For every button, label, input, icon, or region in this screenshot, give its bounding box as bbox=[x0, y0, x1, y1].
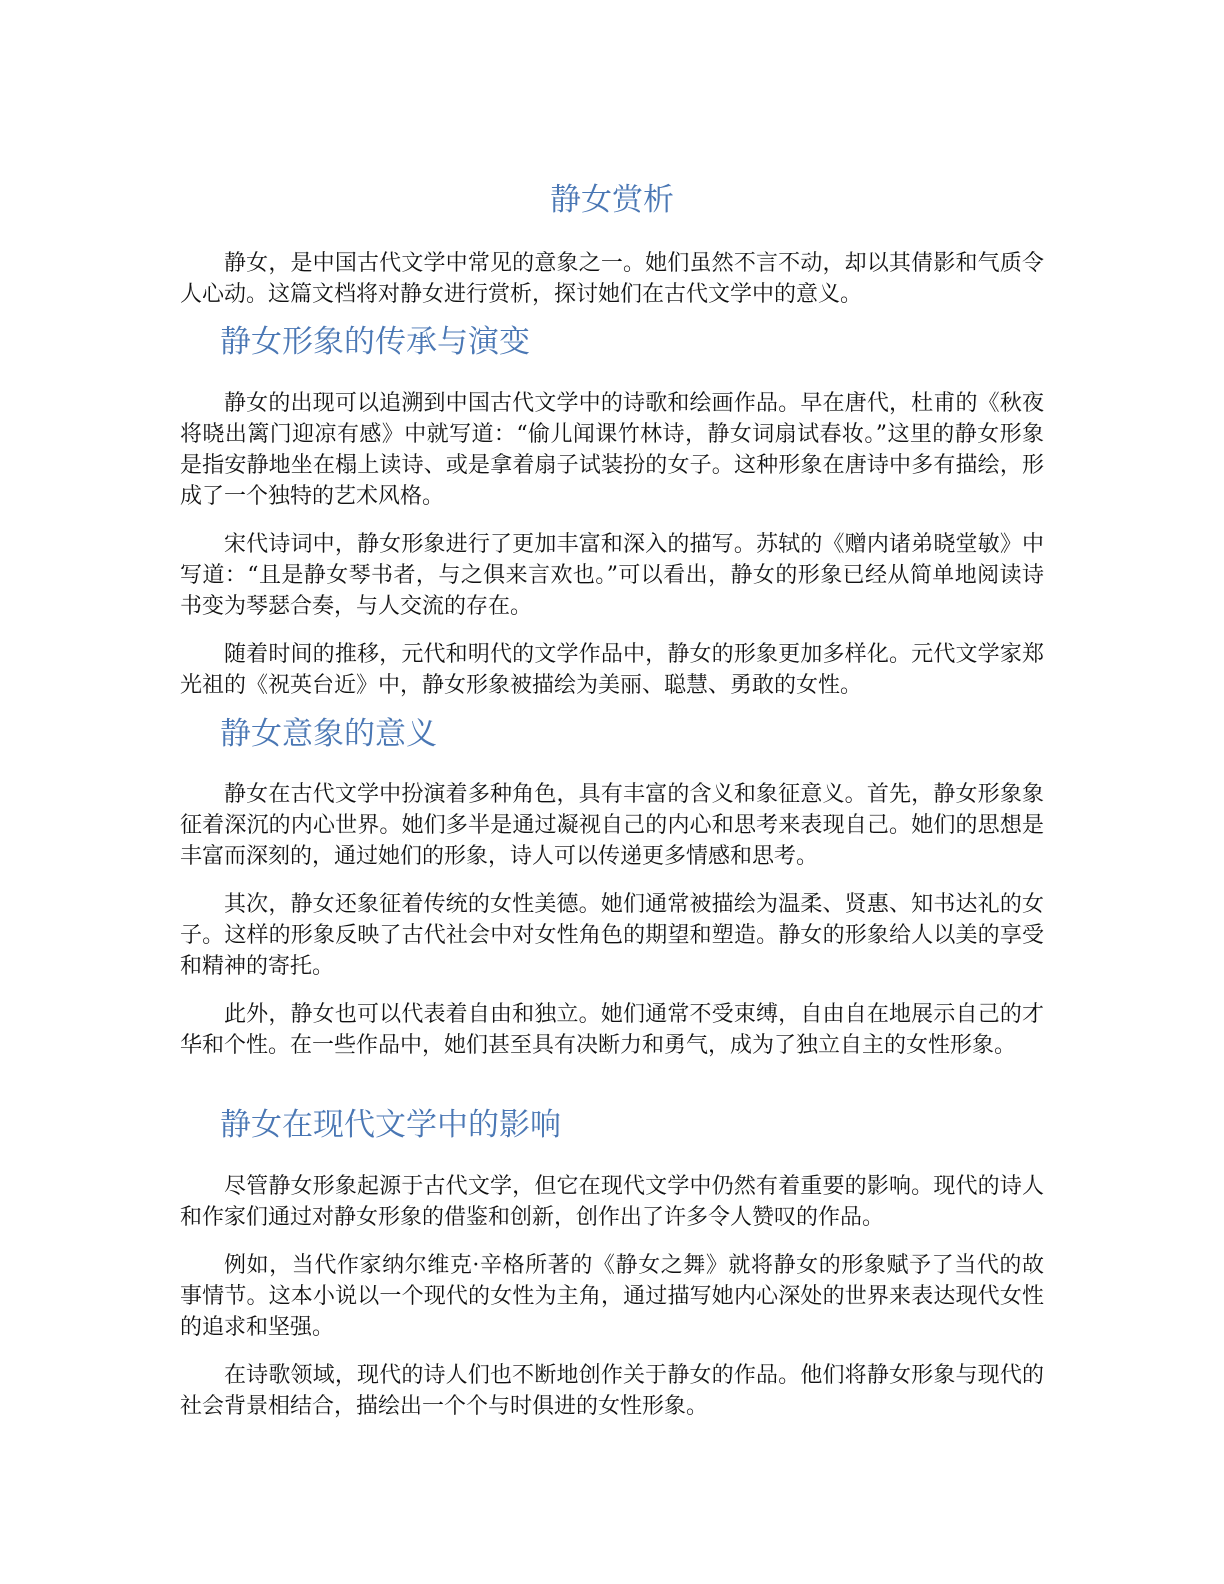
document-title: 静女赏析 bbox=[550, 182, 674, 218]
paragraph: 宋代诗词中，静女形象进行了更加丰富和深入的描写。苏轼的《赠内诸弟晓堂敏》中写道：“且是静女琴书者，与之俱来言欢也。”可以看出，静女的形象已经从简单地阅读诗书变为琴瑟合奏，与人交流的存在。 bbox=[180, 532, 1044, 619]
paragraph: 在诗歌领域，现代的诗人们也不断地创作关于静女的作品。他们将静女形象与现代的社会背景相结合，描绘出一个个与时俱进的女性形象。 bbox=[180, 1363, 1044, 1419]
paragraph: 随着时间的推移，元代和明代的文学作品中，静女的形象更加多样化。元代文学家郑光祖的《祝英台近》中，静女形象被描绘为美丽、聪慧、勇敢的女性。 bbox=[180, 642, 1044, 698]
paragraph: 尽管静女形象起源于古代文学，但它在现代文学中仍然有着重要的影响。现代的诗人和作家们通过对静女形象的借鉴和创新，创作出了许多令人赞叹的作品。 bbox=[180, 1174, 1044, 1230]
paragraph: 此外，静女也可以代表着自由和独立。她们通常不受束缚，自由自在地展示自己的才华和个性。在一些作品中，她们甚至具有决断力和勇气，成为了独立自主的女性形象。 bbox=[180, 1002, 1044, 1058]
paragraph: 例如，当代作家纳尔维克·辛格所著的《静女之舞》就将静女的形象赋予了当代的故事情节。这本小说以一个现代的女性为主角，通过描写她内心深处的世界来表达现代女性的追求和坚强。 bbox=[180, 1253, 1044, 1340]
intro-paragraph: 静女，是中国古代文学中常见的意象之一。她们虽然不言不动，却以其倩影和气质令人心动。这篇文档将对静女进行赏析，探讨她们在古代文学中的意义。 bbox=[180, 251, 1044, 307]
paragraph: 静女在古代文学中扮演着多种角色，具有丰富的含义和象征意义。首先，静女形象象征着深沉的内心世界。她们多半是通过凝视自己的内心和思考来表现自己。她们的思想是丰富而深刻的，通过她们的形象，诗人可以传递更多情感和思考。 bbox=[180, 782, 1044, 869]
section-heading-inheritance: 静女形象的传承与演变 bbox=[220, 324, 530, 360]
paragraph: 静女的出现可以追溯到中国古代文学中的诗歌和绘画作品。早在唐代，杜甫的《秋夜将晓出篱门迎凉有感》中就写道：“偷儿闻课竹林诗，静女词扇试春妆。”这里的静女形象是指安静地坐在榻上读诗、或是拿着扇子试装扮的女子。这种形象在唐诗中多有描绘，形成了一个独特的艺术风格。 bbox=[180, 391, 1044, 509]
paragraph: 其次，静女还象征着传统的女性美德。她们通常被描绘为温柔、贤惠、知书达礼的女子。这样的形象反映了古代社会中对女性角色的期望和塑造。静女的形象给人以美的享受和精神的寄托。 bbox=[180, 892, 1044, 979]
section-heading-modern-influence: 静女在现代文学中的影响 bbox=[220, 1107, 561, 1143]
section-heading-meaning: 静女意象的意义 bbox=[220, 716, 437, 752]
